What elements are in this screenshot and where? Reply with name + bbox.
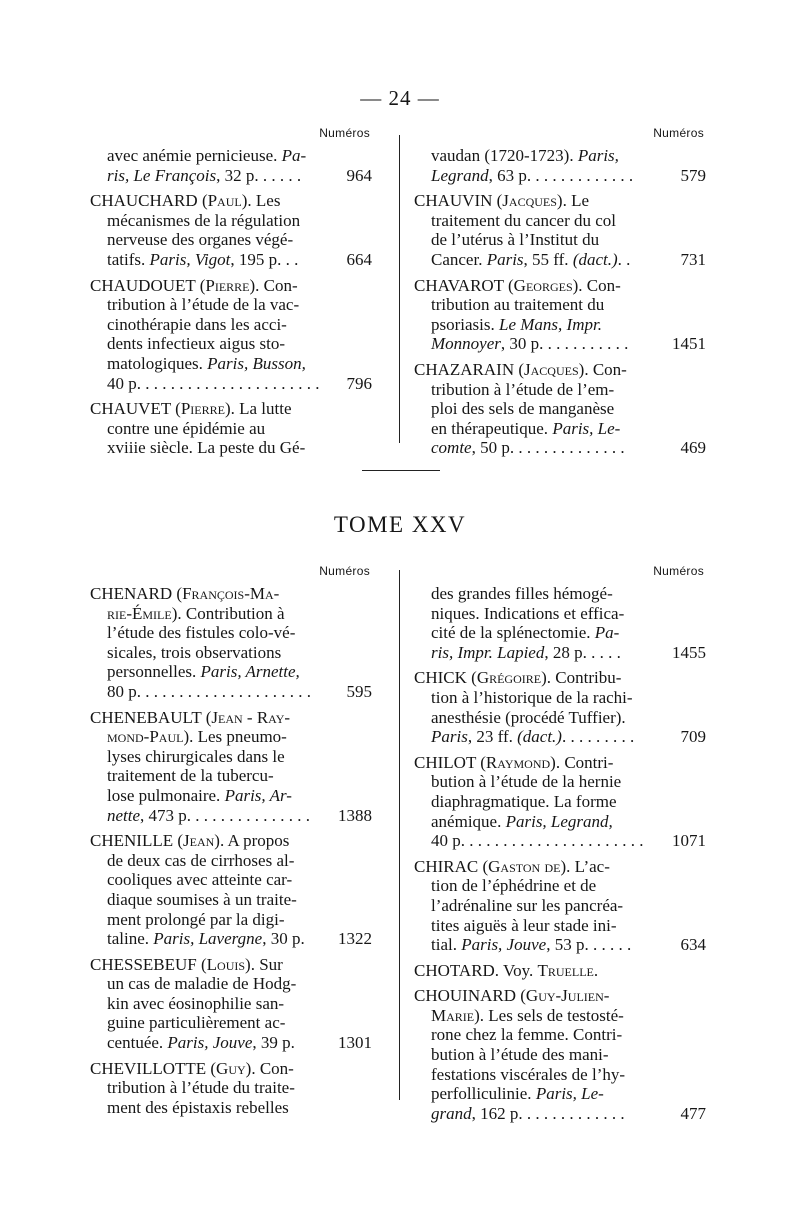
entry-line bbox=[414, 668, 706, 688]
entry-line bbox=[414, 812, 706, 832]
entry-text: CHESSEBEUF bbox=[90, 954, 201, 974]
entry-italic-text: Monnoyer bbox=[431, 334, 501, 354]
entry-text: matologiques. bbox=[107, 353, 208, 373]
author-forename: (François-Ma- bbox=[176, 584, 280, 603]
entry-text: . A propos bbox=[219, 831, 290, 851]
bibliography-entry bbox=[90, 399, 372, 458]
entry-line bbox=[414, 211, 706, 231]
entry-number: 1301 bbox=[338, 1033, 372, 1053]
bibliography-entry bbox=[90, 1059, 372, 1118]
entry-line bbox=[90, 419, 372, 439]
entry-line bbox=[414, 688, 706, 708]
entry-text: traitement de la tubercu- bbox=[107, 766, 274, 786]
entry-line bbox=[90, 211, 372, 231]
entry-line bbox=[414, 166, 706, 186]
entry-text: diaphragmatique. La forme bbox=[431, 791, 617, 811]
entry-line bbox=[414, 1025, 706, 1045]
entry-line bbox=[414, 727, 706, 747]
entry-text: . Con- bbox=[255, 275, 298, 295]
entry-line bbox=[414, 1006, 706, 1026]
author-forename: (Jean - Ray- bbox=[205, 707, 291, 727]
entry-line bbox=[90, 747, 372, 767]
bibliography-entry bbox=[414, 668, 706, 746]
author-forename: (Louis) bbox=[201, 954, 251, 974]
entry-text: CHENARD bbox=[90, 584, 177, 603]
entry-line bbox=[90, 974, 372, 994]
entry-line bbox=[414, 857, 706, 877]
author-forename: Marie) bbox=[431, 1005, 480, 1025]
author-forename: (Pierre) bbox=[199, 275, 256, 295]
entry-italic-text: grand bbox=[431, 1103, 472, 1123]
entry-text: centuée. bbox=[107, 1033, 168, 1053]
entry-number: 1451 bbox=[672, 334, 706, 354]
entry-line bbox=[414, 916, 706, 936]
entry-text: . Con- bbox=[584, 359, 627, 379]
entry-text: , 23 ff. bbox=[467, 727, 518, 747]
bibliography-entry bbox=[414, 753, 706, 851]
entry-line bbox=[90, 1098, 372, 1118]
entry-number: 664 bbox=[346, 249, 372, 269]
entry-line bbox=[414, 380, 706, 400]
entry-text: cooliques avec atteinte car- bbox=[107, 870, 293, 890]
entry-text: lose pulmonaire. bbox=[107, 785, 225, 805]
entry-number: 1388 bbox=[338, 805, 372, 825]
entry-text: . Con- bbox=[578, 275, 621, 295]
entry-text: bution à l’étude de la hernie bbox=[431, 772, 622, 792]
entry-text: , 50 p. . . . . . . . . . . . . . bbox=[471, 438, 625, 458]
entry-line bbox=[414, 146, 706, 166]
entry-line bbox=[90, 146, 372, 166]
entry-line bbox=[414, 772, 706, 792]
entry-text: . . bbox=[617, 249, 631, 269]
entry-text: personnelles. bbox=[107, 662, 201, 682]
entry-line bbox=[90, 250, 372, 270]
entry-line bbox=[90, 890, 372, 910]
entry-italic-text: Pa- bbox=[281, 146, 307, 165]
entry-text: tial. bbox=[431, 935, 462, 955]
entry-number: 1455 bbox=[672, 642, 706, 662]
entry-text: kin avec éosinophilie san- bbox=[107, 993, 285, 1013]
entry-italic-text: Le Mans, Impr. bbox=[499, 314, 602, 334]
entry-text: . Contri- bbox=[555, 752, 614, 772]
entry-text: CHAZARAIN bbox=[414, 359, 519, 379]
numeros-header: Numéros bbox=[653, 126, 704, 140]
bibliography-entry bbox=[414, 360, 706, 458]
entry-text: festations viscérales de l’hy- bbox=[431, 1064, 626, 1084]
entry-line bbox=[414, 643, 706, 663]
entry-line bbox=[90, 682, 372, 702]
author-forename: (Gaston de) bbox=[482, 856, 567, 876]
entry-text: CHIRAC bbox=[414, 856, 483, 876]
entry-text: tion à l’historique de la rachi- bbox=[431, 687, 633, 707]
entry-italic-text: ris, Impr. Lapied bbox=[431, 642, 545, 662]
entry-text: tion de l’éphédrine et de bbox=[431, 876, 597, 896]
entry-italic-text: Paris, Arnette, bbox=[200, 662, 300, 682]
entry-line bbox=[414, 250, 706, 270]
entry-text: . Les sels de testosté- bbox=[479, 1005, 624, 1025]
entry-italic-text: (dact.) bbox=[572, 249, 618, 269]
entry-text: mécanismes de la régulation bbox=[107, 210, 301, 230]
top-left-column bbox=[90, 126, 372, 464]
entry-text: 40 p. . . . . . . . . . . . . . . . . . . . . . bbox=[107, 373, 320, 393]
entry-number: 469 bbox=[680, 438, 706, 458]
author-forename: (Raymond) bbox=[480, 752, 556, 772]
entry-text: . Les pneumo- bbox=[189, 727, 287, 747]
entry-text: xviiie siècle. La peste du Gé- bbox=[107, 438, 306, 458]
entry-text: , 30 p. . . . . . . . . . . bbox=[500, 334, 629, 354]
author-forename: Truelle. bbox=[537, 960, 599, 980]
author-forename: (Paul) bbox=[201, 191, 248, 211]
entry-line bbox=[90, 399, 372, 419]
entry-text: Cancer. bbox=[431, 249, 487, 269]
bibliography-entry bbox=[414, 276, 706, 354]
entry-italic-text: Paris, Le- bbox=[552, 418, 621, 438]
entry-text: , 55 ff. bbox=[523, 249, 573, 269]
bibliography-entry bbox=[414, 986, 706, 1123]
entry-text: , 39 p. bbox=[252, 1033, 295, 1053]
entry-line bbox=[90, 994, 372, 1014]
entry-text: . Sur bbox=[250, 954, 283, 974]
entry-text: cinothérapie dans les acci- bbox=[107, 314, 287, 334]
entry-italic-text: Legrand bbox=[431, 165, 489, 185]
entry-text: tites aiguës à leur stade ini- bbox=[431, 915, 617, 935]
bibliography-entry bbox=[90, 955, 372, 1053]
entry-text: , 32 p. . . . . . bbox=[216, 165, 302, 185]
entry-line bbox=[414, 1065, 706, 1085]
entry-text: des grandes filles hémogé- bbox=[431, 584, 613, 603]
entry-text: avec anémie pernicieuse. bbox=[107, 146, 282, 165]
entry-text: . Contribu- bbox=[546, 668, 622, 688]
entry-line bbox=[90, 276, 372, 296]
entry-number: 1322 bbox=[338, 929, 372, 949]
top-column-divider bbox=[399, 135, 400, 443]
entry-number: 634 bbox=[680, 935, 706, 955]
bibliography-entry bbox=[414, 857, 706, 955]
entry-line bbox=[414, 584, 706, 604]
entry-line bbox=[414, 831, 706, 851]
entry-line bbox=[90, 584, 372, 604]
entry-text: , 53 p. . . . . . bbox=[546, 935, 632, 955]
bottom-column-divider bbox=[399, 570, 400, 1100]
entry-number: 595 bbox=[346, 681, 372, 701]
entry-text: CHENEBAULT bbox=[90, 707, 206, 727]
entry-line bbox=[90, 230, 372, 250]
bibliography-entry bbox=[414, 961, 706, 981]
entry-italic-text: Paris bbox=[486, 249, 524, 269]
entry-text: CHAUVET bbox=[90, 399, 176, 419]
entry-text: de deux cas de cirrhoses al- bbox=[107, 850, 295, 870]
entry-text: psoriasis. bbox=[431, 314, 499, 334]
entry-line bbox=[414, 961, 706, 981]
entry-line bbox=[90, 374, 372, 394]
entry-text: 40 p. . . . . . . . . . . . . . . . . . . . . . bbox=[431, 831, 644, 851]
entry-text: . La lutte bbox=[230, 399, 292, 419]
entry-text: CHILOT bbox=[414, 752, 481, 772]
entry-text: . Les bbox=[247, 191, 281, 211]
entry-text: l’étude des fistules colo-vé- bbox=[107, 623, 296, 643]
entry-line bbox=[90, 166, 372, 186]
bottom-right-column bbox=[414, 564, 706, 1129]
entry-line bbox=[90, 727, 372, 747]
bibliography-entry bbox=[90, 191, 372, 269]
bibliography-entry bbox=[414, 584, 706, 662]
entry-italic-text: Paris bbox=[431, 727, 468, 747]
entry-text: CHAUCHARD bbox=[90, 191, 202, 211]
entry-line bbox=[90, 315, 372, 335]
author-forename: (Jacques) bbox=[518, 359, 585, 379]
entry-number: 796 bbox=[346, 373, 372, 393]
entry-text: , 30 p. bbox=[262, 929, 305, 949]
entry-italic-text: Paris, Lavergne bbox=[153, 929, 263, 949]
entry-number: 579 bbox=[680, 165, 706, 185]
entry-text: un cas de maladie de Hodg- bbox=[107, 974, 297, 994]
entry-text: CHICK bbox=[414, 668, 472, 688]
entry-text: guine particulièrement ac- bbox=[107, 1013, 286, 1033]
entry-line bbox=[414, 623, 706, 643]
entry-italic-text: Paris, Jouve bbox=[167, 1033, 253, 1053]
entry-text: bution à l’étude des mani- bbox=[431, 1045, 609, 1065]
entry-text: sicales, trois observations bbox=[107, 642, 282, 662]
entry-text: lyses chirurgicales dans le bbox=[107, 746, 285, 766]
entry-text: anesthésie (procédé Tuffier). bbox=[431, 707, 626, 727]
entry-italic-text: Paris, Busson, bbox=[207, 353, 306, 373]
entry-text: , 162 p. . . . . . . . . . . . . bbox=[471, 1103, 625, 1123]
entry-text: ploi des sels de manganèse bbox=[431, 399, 615, 419]
entry-text: niques. Indications et effica- bbox=[431, 603, 625, 623]
entry-text: rone chez la femme. Contri- bbox=[431, 1025, 623, 1045]
entry-text: . Con- bbox=[251, 1058, 294, 1078]
entry-text: tribution au traitement du bbox=[431, 295, 605, 315]
entry-text: CHEVILLOTTE bbox=[90, 1058, 211, 1078]
author-forename: mond-Paul) bbox=[107, 727, 190, 747]
entry-text: . . . . . . . . . bbox=[561, 727, 635, 747]
entry-line bbox=[90, 643, 372, 663]
entry-text: CHAUDOUET bbox=[90, 275, 200, 295]
entry-line bbox=[90, 955, 372, 975]
entry-number: 731 bbox=[680, 249, 706, 269]
entry-italic-text: ris, Le François bbox=[107, 165, 217, 185]
entry-line bbox=[90, 910, 372, 930]
entry-line bbox=[414, 896, 706, 916]
entry-line bbox=[90, 870, 372, 890]
bottom-left-column bbox=[90, 564, 372, 1123]
entry-line bbox=[90, 191, 372, 211]
entry-line bbox=[414, 753, 706, 773]
entry-italic-text: Paris, Ar- bbox=[224, 785, 292, 805]
numeros-header: Numéros bbox=[319, 564, 370, 578]
entry-number: 964 bbox=[346, 165, 372, 185]
entry-text: CHOTARD. Voy. bbox=[414, 960, 538, 980]
entry-text: traitement du cancer du col bbox=[431, 210, 617, 230]
entry-line bbox=[90, 831, 372, 851]
author-forename: (Georges) bbox=[508, 275, 579, 295]
entry-line bbox=[90, 604, 372, 624]
entry-line bbox=[90, 786, 372, 806]
entry-line bbox=[90, 354, 372, 374]
entry-line bbox=[90, 851, 372, 871]
entry-text: vaudan (1720-1723). bbox=[431, 146, 578, 165]
entry-line bbox=[414, 360, 706, 380]
entry-line bbox=[90, 766, 372, 786]
entry-line bbox=[414, 295, 706, 315]
entry-text: tribution à l’étude de la vac- bbox=[107, 295, 300, 315]
entry-line bbox=[414, 708, 706, 728]
top-right-column bbox=[414, 126, 706, 464]
entry-line bbox=[414, 438, 706, 458]
entry-line bbox=[414, 986, 706, 1006]
entry-text: ment prolongé par la digi- bbox=[107, 909, 285, 929]
bibliography-entry bbox=[90, 276, 372, 394]
author-forename: (Grégoire) bbox=[471, 668, 547, 688]
author-forename: (Guy-Julien- bbox=[520, 986, 610, 1006]
entry-line bbox=[414, 792, 706, 812]
entry-line bbox=[90, 708, 372, 728]
entry-text: anémique. bbox=[431, 811, 506, 831]
entry-text: CHOUINARD bbox=[414, 986, 521, 1006]
section-title: TOME XXV bbox=[333, 512, 467, 537]
entry-line bbox=[414, 1104, 706, 1124]
author-forename: (Jacques) bbox=[496, 191, 563, 211]
author-forename: (Guy) bbox=[210, 1058, 252, 1078]
author-forename: (Jean) bbox=[177, 831, 220, 851]
entry-line bbox=[414, 1084, 706, 1104]
entry-text: tribution à l’étude de l’em- bbox=[431, 379, 615, 399]
entry-line bbox=[90, 1033, 372, 1053]
page-number: — 24 — bbox=[360, 86, 440, 110]
entry-line bbox=[90, 334, 372, 354]
entry-line bbox=[90, 929, 372, 949]
entry-line bbox=[414, 1045, 706, 1065]
entry-line bbox=[414, 315, 706, 335]
entry-line bbox=[414, 399, 706, 419]
entry-line bbox=[414, 191, 706, 211]
entry-text: . L’ac- bbox=[566, 856, 610, 876]
entry-line bbox=[414, 334, 706, 354]
entry-line bbox=[414, 604, 706, 624]
entry-text: CHAUVIN bbox=[414, 191, 497, 211]
entry-text: CHAVAROT bbox=[414, 275, 509, 295]
entry-text: l’adrénaline sur les pancréa- bbox=[431, 895, 624, 915]
entry-line bbox=[90, 806, 372, 826]
bibliography-entry bbox=[90, 584, 372, 702]
entry-line bbox=[90, 1059, 372, 1079]
section-separator-rule bbox=[362, 470, 440, 471]
entry-italic-text: Paris, Legrand, bbox=[505, 811, 613, 831]
entry-text: tatifs. bbox=[107, 249, 150, 269]
entry-text: perfolliculinie. bbox=[431, 1084, 536, 1104]
entry-text: , 195 p. . . bbox=[230, 249, 299, 269]
entry-line bbox=[90, 295, 372, 315]
entry-text: ment des épistaxis rebelles bbox=[107, 1097, 289, 1117]
entry-text: en thérapeutique. bbox=[431, 418, 553, 438]
entry-text: diaque soumises à un traite- bbox=[107, 889, 297, 909]
entry-number: 709 bbox=[680, 727, 706, 747]
entry-text: CHENILLE bbox=[90, 831, 178, 851]
entry-text: , 473 p. . . . . . . . . . . . . . . bbox=[140, 805, 311, 825]
author-forename: (Pierre) bbox=[175, 399, 231, 419]
bibliography-entry bbox=[414, 146, 706, 185]
entry-number: 477 bbox=[680, 1103, 706, 1123]
entry-line bbox=[414, 935, 706, 955]
entry-text: contre une épidémie au bbox=[107, 418, 266, 438]
entry-text: , 28 p. . . . . bbox=[544, 642, 621, 662]
entry-line bbox=[414, 419, 706, 439]
entry-text: de l’utérus à l’Institut du bbox=[431, 230, 600, 250]
entry-italic-text: Paris, Le- bbox=[535, 1084, 604, 1104]
entry-italic-text: Paris, Jouve bbox=[461, 935, 547, 955]
entry-text: dents infectieux aigus sto- bbox=[107, 334, 285, 354]
entry-line bbox=[414, 230, 706, 250]
numeros-header: Numéros bbox=[319, 126, 370, 140]
bibliography-entry bbox=[90, 831, 372, 949]
author-forename: rie-Émile) bbox=[107, 603, 178, 623]
entry-line bbox=[90, 662, 372, 682]
entry-italic-text: Paris, bbox=[577, 146, 619, 165]
entry-italic-text: (dact.) bbox=[517, 727, 562, 747]
entry-text: nerveuse des organes végé- bbox=[107, 230, 294, 250]
entry-line bbox=[414, 876, 706, 896]
entry-text: tribution à l’étude du traite- bbox=[107, 1078, 295, 1098]
entry-italic-text: comte bbox=[431, 438, 472, 458]
entry-italic-text: Pa- bbox=[594, 623, 620, 643]
entry-text: , 63 p. . . . . . . . . . . . . bbox=[488, 165, 634, 185]
entry-line bbox=[90, 438, 372, 458]
entry-line bbox=[90, 623, 372, 643]
entry-line bbox=[90, 1078, 372, 1098]
entry-italic-text: nette bbox=[107, 805, 141, 825]
entry-text: taline. bbox=[107, 929, 154, 949]
entry-text: . Contribution à bbox=[177, 603, 285, 623]
entry-italic-text: Paris, Vigot bbox=[149, 249, 231, 269]
bibliography-entry bbox=[90, 146, 372, 185]
bibliography-entry bbox=[90, 708, 372, 826]
entry-line bbox=[414, 276, 706, 296]
entry-text: cité de la splénectomie. bbox=[431, 623, 595, 643]
entry-line bbox=[90, 1013, 372, 1033]
bibliography-entry bbox=[414, 191, 706, 269]
entry-text: . Le bbox=[562, 191, 590, 211]
entry-text: 80 p. . . . . . . . . . . . . . . . . . . . . bbox=[107, 681, 311, 701]
numeros-header: Numéros bbox=[653, 564, 704, 578]
entry-number: 1071 bbox=[672, 831, 706, 851]
